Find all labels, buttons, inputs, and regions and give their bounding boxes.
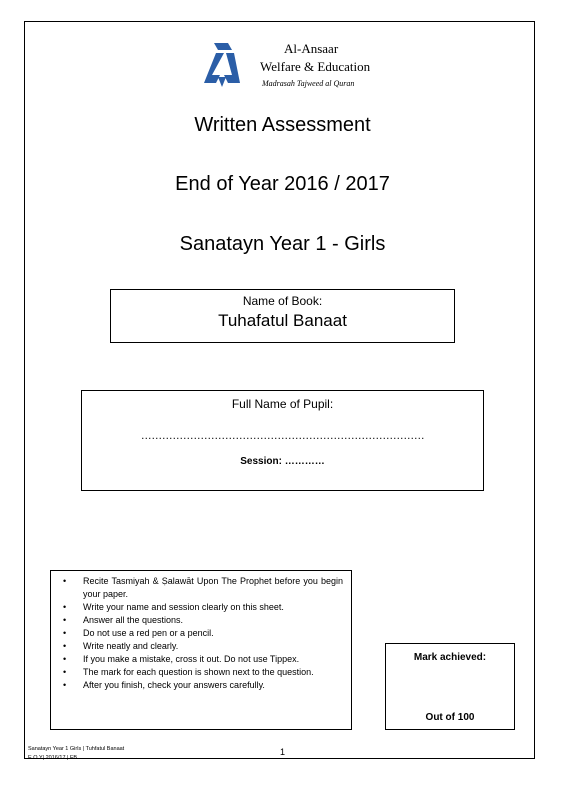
- instruction-item: • Write your name and session clearly on this sheet.: [61, 601, 343, 614]
- mark-achieved-label: Mark achieved:: [413, 652, 487, 663]
- instructions-list: [61, 575, 343, 692]
- class-name: Sanatayn Year 1 - Girls: [179, 233, 386, 255]
- book-name-label: Name of Book:: [242, 294, 323, 308]
- instruction-item: • After you finish, check your answers carefully.: [61, 679, 343, 692]
- footer-info: [28, 745, 124, 763]
- al-ansaar-logo-icon: [204, 43, 240, 87]
- instructions-box: [50, 570, 352, 730]
- book-name-box: [110, 289, 455, 343]
- session-line: Session: …………: [240, 456, 325, 467]
- logo-text-line2: Welfare & Education: [260, 59, 371, 74]
- instruction-item: • Recite Tasmiyah & Ṣalawāt Upon The Prophet before you begin your paper.: [61, 575, 343, 601]
- footer-line1: Sanatayn Year 1 Girls | Tuhfatul Banaat: [28, 746, 125, 752]
- logo-text-line1: Al-Ansaar: [284, 41, 339, 56]
- logo-text-line3: Madrasah Tajweed al Quran: [262, 79, 355, 88]
- instruction-item: • Write neatly and clearly.: [61, 640, 343, 653]
- instruction-item: • The mark for each question is shown next to the question.: [61, 666, 343, 679]
- pupil-name-label: Full Name of Pupil:: [231, 397, 334, 411]
- instruction-item: • Answer all the questions.: [61, 614, 343, 627]
- assessment-period: End of Year 2016 / 2017: [175, 173, 390, 195]
- assessment-title: Written Assessment: [194, 114, 371, 136]
- mark-achieved-box: [385, 643, 515, 730]
- instruction-item: • If you make a mistake, cross it out. Do not use Tippex.: [61, 653, 343, 666]
- pupil-name-box: [81, 390, 484, 491]
- footer-line2: E.O.Y| 2016/17 | FB: [28, 755, 78, 761]
- book-title: Tuhafatul Banaat: [218, 311, 347, 330]
- instruction-item: • Do not use a red pen or a pencil.: [61, 627, 343, 640]
- page-number: 1: [280, 747, 286, 757]
- logo: [204, 41, 374, 97]
- pupil-name-line: ………………………………………………………………………: [140, 430, 425, 442]
- mark-out-of: Out of 100: [425, 712, 475, 723]
